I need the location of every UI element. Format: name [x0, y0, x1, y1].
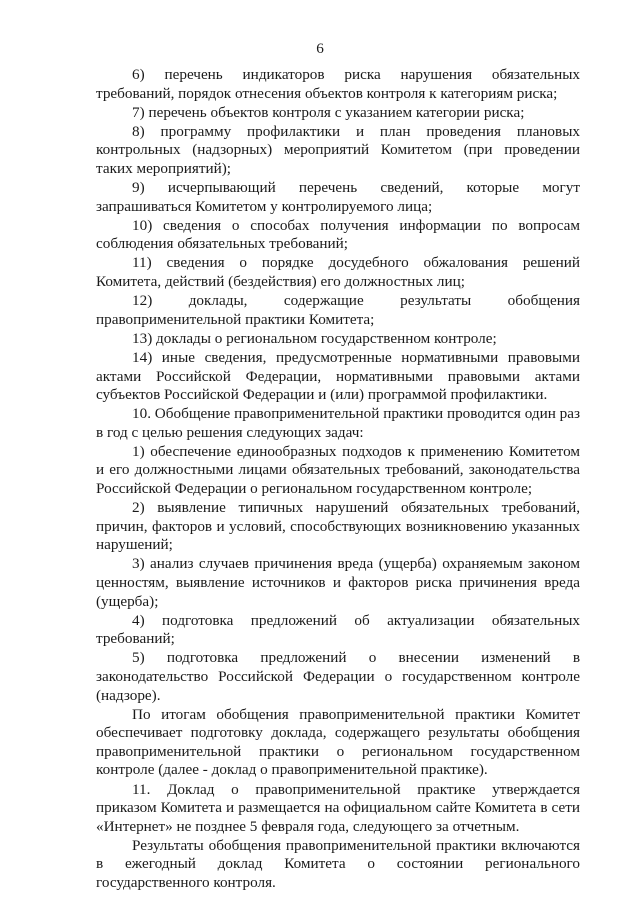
list-item-8: 8) программу профилактики и план проведения плановых контрольных (надзорных) мероприятий Комитетом (при проведении таких мероприятий);: [96, 122, 580, 177]
task-item-5: 5) подготовка предложений о внесении изменений в законодательство Российской Федерации о государственном контроле (надзоре).: [96, 649, 580, 704]
section-10-intro: 10. Обобщение правоприменительной практики проводится один раз в год с целью решения следующих задач:: [96, 405, 580, 441]
task-item-2: 2) выявление типичных нарушений обязательных требований, причин, факторов и условий, способствующих возникновению указанных нарушений;: [96, 499, 580, 554]
document-body: [96, 66, 580, 893]
list-item-9: 9) исчерпывающий перечень сведений, которые могут запрашиваться Комитетом у контролируемого лица;: [96, 179, 580, 215]
task-item-3: 3) анализ случаев причинения вреда (ущерба) охраняемым законом ценностям, выявление источников и факторов риска причинения вреда (ущерба);: [96, 555, 580, 610]
list-item-12: 12) доклады, содержащие результаты обобщения правоприменительной практики Комитета;: [96, 292, 580, 328]
list-item-11: 11) сведения о порядке досудебного обжалования решений Комитета, действий (бездействия) его должностных лиц;: [96, 254, 580, 291]
task-item-4: 4) подготовка предложений об актуализации обязательных требований;: [96, 611, 580, 648]
list-item-7: 7) перечень объектов контроля с указанием категории риска;: [132, 103, 525, 121]
list-item-6: 6) перечень индикаторов риска нарушения обязательных требований, порядок отнесения объектов контроля к категориям риска;: [96, 66, 580, 102]
list-item-13: 13) доклады о региональном государственном контроле;: [132, 329, 497, 347]
results-paragraph: Результаты обобщения правоприменительной практики включаются в ежегодный доклад Комитета о состоянии регионального государственного контроля.: [96, 836, 580, 892]
summary-paragraph: По итогам обобщения правоприменительной практики Комитет обеспечивает подготовку доклада, содержащего результаты обобщения правоприменительной практики о региональном государственном контроле (далее - доклад о правоприменительной практике).: [96, 705, 580, 779]
list-item-10: 10) сведения о способах получения информации по вопросам соблюдения обязательных требований;: [96, 216, 580, 253]
list-item-14: 14) иные сведения, предусмотренные нормативными правовыми актами Российской Федерации, нормативными правовыми актами субъектов Российской Федерации и (или) программой профилактики.: [96, 348, 580, 404]
task-item-1: 1) обеспечение единообразных подходов к применению Комитетом и его должностными лицами обязательных требований, законодательства Российской Федерации о региональном государственном контроле;: [96, 442, 580, 498]
page-number: 6: [316, 40, 324, 57]
section-11-paragraph: 11. Доклад о правоприменительной практике утверждается приказом Комитета и размещается на официальном сайте Комитета в сети «Интернет» не позднее 5 февраля года, следующего за отчетным.: [96, 780, 580, 835]
